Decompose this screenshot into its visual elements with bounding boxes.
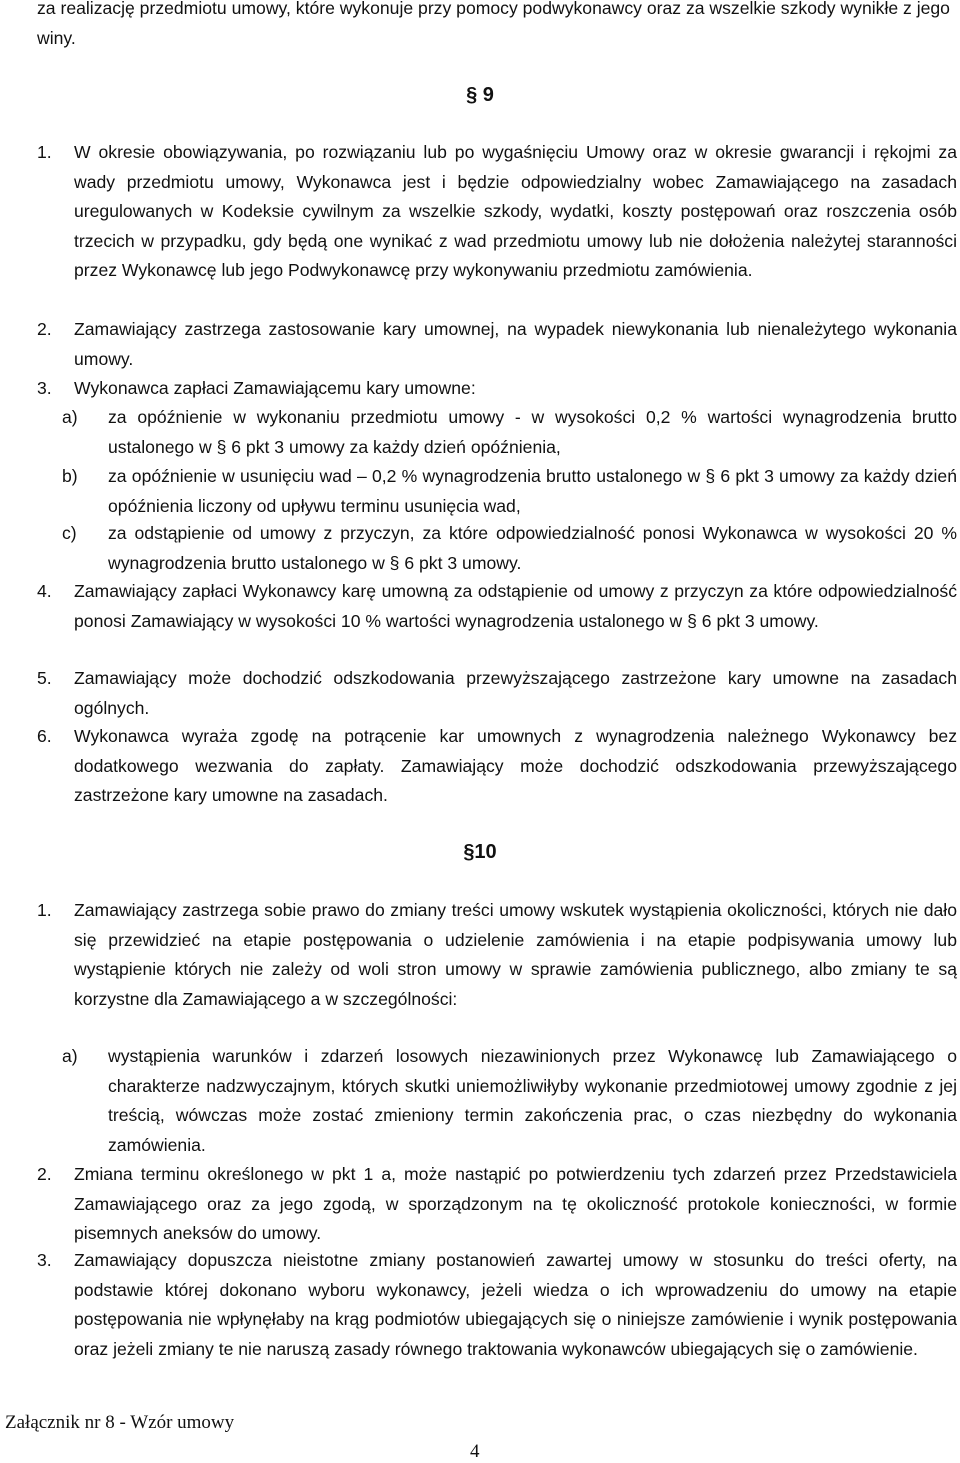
item-number: 1. (37, 142, 52, 162)
clause-9-5: Zamawiający może dochodzić odszkodowania przewyższającego zastrzeżone kary umowne na zasadach ogólnych. (74, 668, 957, 718)
item-number: 5. (37, 668, 52, 688)
item-letter: a) (62, 407, 78, 427)
item-letter: a) (62, 1046, 78, 1066)
clause-9-3: Wykonawca zapłaci Zamawiającemu kary umowne: (74, 378, 476, 398)
item-number: 6. (37, 726, 52, 746)
item-letter: b) (62, 466, 78, 486)
clause-9-1: W okresie obowiązywania, po rozwiązaniu lub po wygaśnięciu Umowy oraz w okresie gwarancji i rękojmi za wady przedmiotu umowy, Wykonawca jest i będzie odpowiedzialny wobec Zamawiającego na zasadach uregulowanych w Kodeksie cywilnym za wszelkie szkody, wydatki, koszty postępowań oraz roszczenia osób trzecich w przypadku, gdy będą one wynikać z wad przedmiotu umowy lub nie dołożenia należytej staranności przez Wykonawcę lub jego Podwykonawcę przy wykonywaniu przedmiotu zamówienia. (74, 142, 957, 281)
item-number: 1. (37, 900, 52, 920)
item-number: 2. (37, 319, 52, 339)
page-number: 4 (470, 1441, 480, 1462)
clause-9-2: Zamawiający zastrzega zastosowanie kary umownej, na wypadek niewykonania lub nienależytego wykonania umowy. (74, 319, 957, 369)
clause-9-3-c: za odstąpienie od umowy z przyczyn, za które odpowiedzialność ponosi Wykonawca w wysokości 20 % wynagrodzenia brutto ustalonego w § 6 pkt 3 umowy. (108, 523, 957, 573)
clause-9-4: Zamawiający zapłaci Wykonawcy karę umowną za odstąpienie od umowy z przyczyn za które odpowiedzialność ponosi Zamawiający w wysokości 10 % wartości wynagrodzenia ustalonego w § 6 pkt 3 umowy. (74, 581, 957, 631)
item-number: 4. (37, 581, 52, 601)
item-number: 3. (37, 378, 52, 398)
clause-10-1-a: wystąpienia warunków i zdarzeń losowych niezawinionych przez Wykonawcę lub Zamawiającego o charakterze nadzwyczajnym, których skutki uniemożliwiłyby wykonanie przedmiotowej umowy zgodnie z jej treścią, wówczas może zostać zmieniony termin zakończenia prac, o czas niezbędny do wykonania zamówienia. (108, 1046, 957, 1155)
footer-attachment-label: Załącznik nr 8 - Wzór umowy (5, 1412, 235, 1433)
intro-paragraph: za realizację przedmiotu umowy, które wykonuje przy pomocy podwykonawcy oraz za wszelkie szkody wynikłe z jego winy. (37, 0, 950, 48)
clause-10-3: Zamawiający dopuszcza nieistotne zmiany postanowień zawartej umowy w stosunku do treści oferty, na podstawie której dokonano wyboru wykonawcy, jeżeli wiedza o ich wprowadzeniu do umowy na etapie postępowania nie wpłynęłaby na krąg podmiotów ubiegających się o niniejsze zamówienie i wynik postępowania oraz jeżeli zmiany te nie naruszą zasady równego traktowania wykonawców ubiegających się o zamówienie. (74, 1250, 957, 1359)
clause-10-2: Zmiana terminu określonego w pkt 1 a, może nastąpić po potwierdzeniu tych zdarzeń przez Przedstawiciela Zamawiającego oraz za jego zgodą, w sporządzonym na tę okoliczność protokole konieczności, w formie pisemnych aneksów do umowy. (74, 1164, 957, 1244)
item-number: 2. (37, 1164, 52, 1184)
clause-10-1: Zamawiający zastrzega sobie prawo do zmiany treści umowy wskutek wystąpienia okoliczności, których nie dało się przewidzieć na etapie postępowania o udzielenie zamówienia i na etapie podpisywania umowy lub wystąpienie których nie zależy od woli stron umowy w sprawie zamówienia publicznego, albo zmiany te są korzystne dla Zamawiającego a w szczególności: (74, 900, 957, 1009)
item-letter: c) (62, 523, 77, 543)
clause-9-6: Wykonawca wyraża zgodę na potrącenie kar umownych z wynagrodzenia należnego Wykonawcy bez dodatkowego wezwania do zapłaty. Zamawiający może dochodzić odszkodowania przewyższającego zastrzeżone kary umowne na zasadach. (74, 726, 957, 806)
section-10-heading: §10 (463, 841, 497, 863)
clause-9-3-b: za opóźnienie w usunięciu wad – 0,2 % wynagrodzenia brutto ustalonego w § 6 pkt 3 umowy za każdy dzień opóźnienia liczony od upływu terminu usunięcia wad, (108, 466, 957, 516)
section-9-heading: § 9 (466, 84, 494, 106)
clause-9-3-a: za opóźnienie w wykonaniu przedmiotu umowy - w wysokości 0,2 % wartości wynagrodzenia brutto ustalonego w § 6 pkt 3 umowy za każdy dzień opóźnienia, (108, 407, 957, 457)
item-number: 3. (37, 1250, 52, 1270)
